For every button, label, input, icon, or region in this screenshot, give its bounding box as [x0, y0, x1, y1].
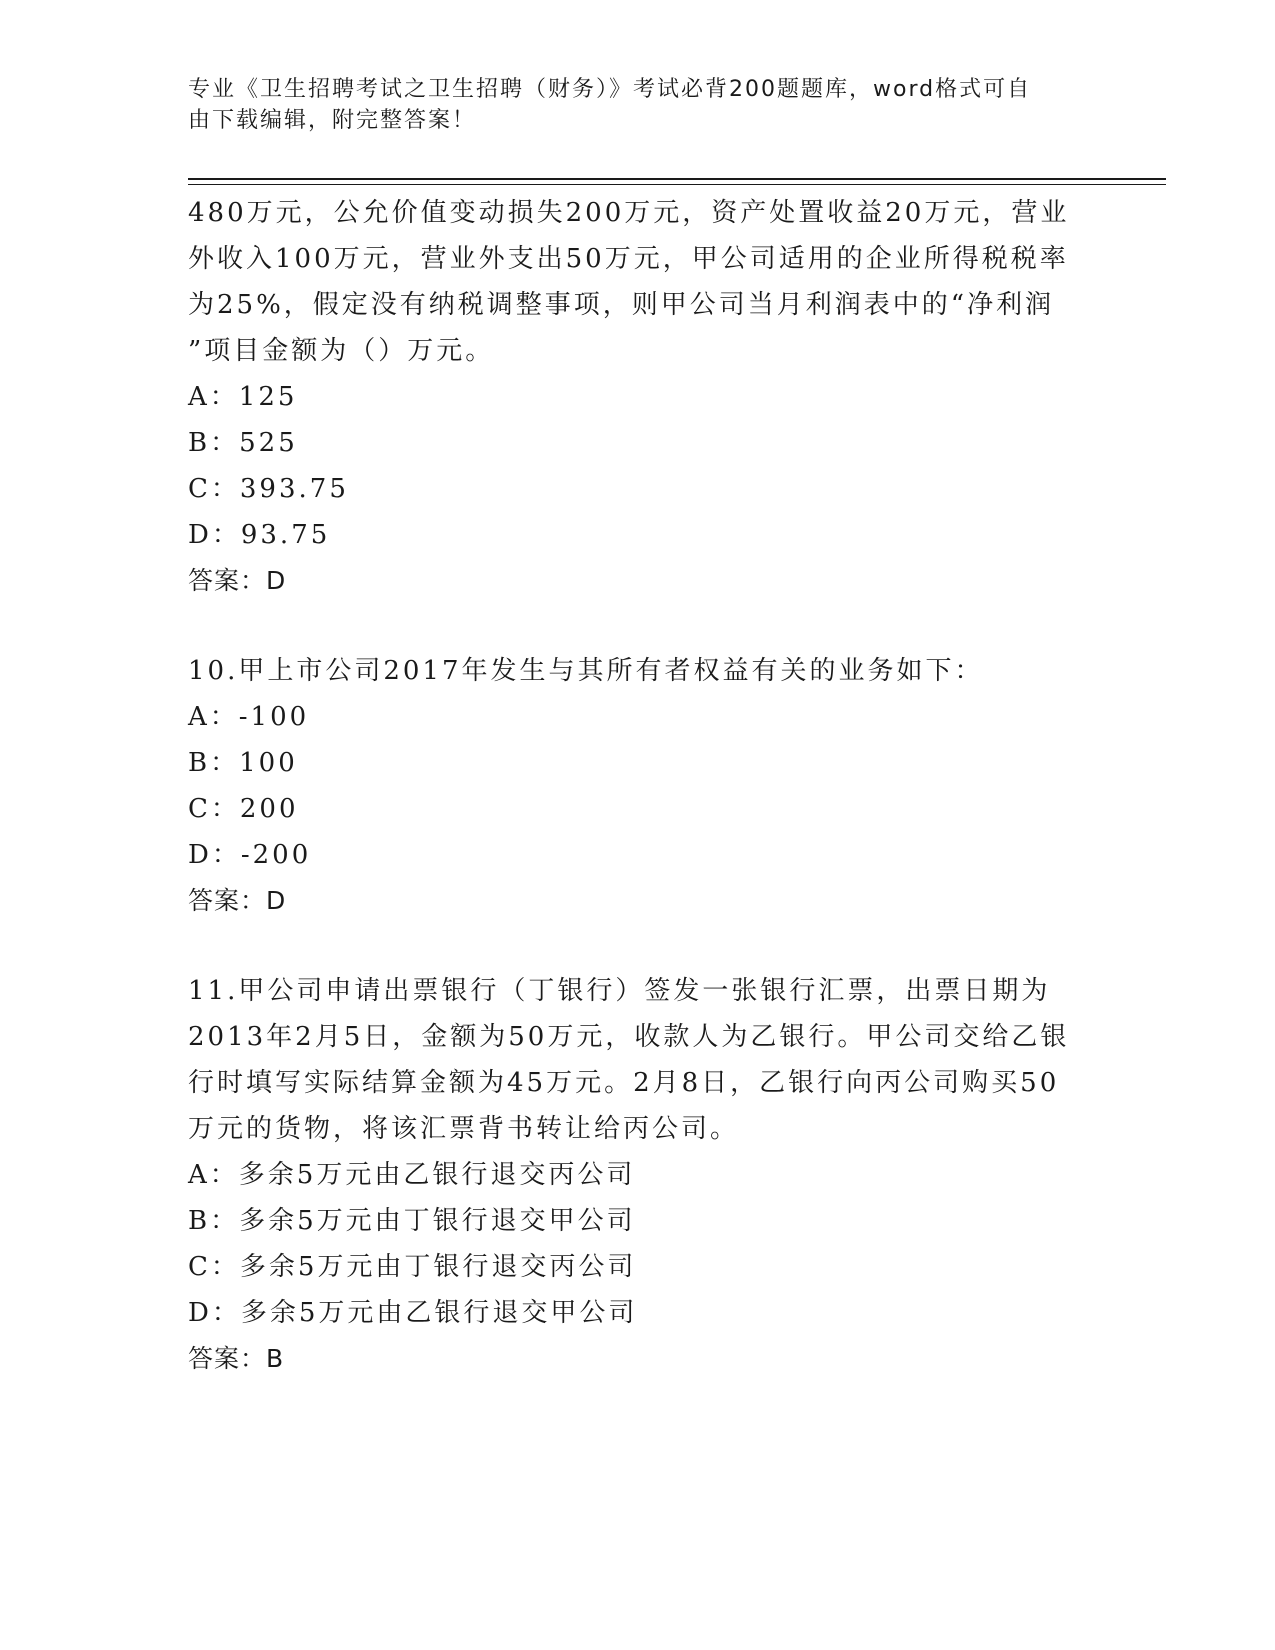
option-b: B：525 — [188, 428, 298, 458]
option-d: D：多余5万元由乙银行退交甲公司 — [188, 1298, 638, 1328]
document-header — [188, 74, 1088, 136]
option-b: B：100 — [188, 748, 298, 778]
option-a: A：125 — [188, 382, 298, 412]
question-text-line: 行时填写实际结算金额为45万元。2月8日，乙银行向丙公司购买50 — [188, 1068, 1060, 1098]
header-divider-thin — [188, 184, 1166, 185]
option-c: C：多余5万元由丁银行退交丙公司 — [188, 1252, 637, 1282]
header-line-1: 专业《卫生招聘考试之卫生招聘（财务）》考试必背200题题库，word格式可自 — [188, 77, 1032, 102]
spacer — [188, 924, 1088, 968]
answer-label: 答案：D — [188, 566, 287, 595]
answer-label: 答案：D — [188, 886, 287, 915]
question-text-line: 11.甲公司申请出票银行（丁银行）签发一张银行汇票，出票日期为 — [188, 976, 1051, 1006]
question-text-line: 10.甲上市公司2017年发生与其所有者权益有关的业务如下： — [188, 656, 984, 686]
question-9 — [188, 190, 1088, 604]
question-text-line: 外收入100万元，营业外支出50万元，甲公司适用的企业所得税税率 — [188, 244, 1069, 274]
option-a: A：-100 — [188, 702, 310, 732]
question-text-line: 万元的货物，将该汇票背书转让给丙公司。 — [188, 1114, 740, 1144]
question-text-line: ”项目金额为（）万元。 — [188, 336, 495, 366]
question-11 — [188, 968, 1088, 1382]
option-a: A：多余5万元由乙银行退交丙公司 — [188, 1160, 636, 1190]
option-c: C：200 — [188, 794, 299, 824]
header-divider-thick — [188, 178, 1166, 180]
question-text-line: 为25%，假定没有纳税调整事项，则甲公司当月利润表中的“净利润 — [188, 290, 1055, 320]
option-d: D：-200 — [188, 840, 312, 870]
option-b: B：多余5万元由丁银行退交甲公司 — [188, 1206, 636, 1236]
option-d: D：93.75 — [188, 520, 331, 550]
question-text-line: 2013年2月5日，金额为50万元，收款人为乙银行。甲公司交给乙银 — [188, 1022, 1070, 1052]
header-line-2: 由下载编辑，附完整答案！ — [188, 108, 477, 133]
answer-label: 答案：B — [188, 1344, 285, 1373]
spacer — [188, 604, 1088, 648]
document-body — [188, 190, 1088, 1382]
option-c: C：393.75 — [188, 474, 349, 504]
question-10 — [188, 648, 1088, 924]
question-text-line: 480万元，公允价值变动损失200万元，资产处置收益20万元，营业 — [188, 198, 1070, 228]
